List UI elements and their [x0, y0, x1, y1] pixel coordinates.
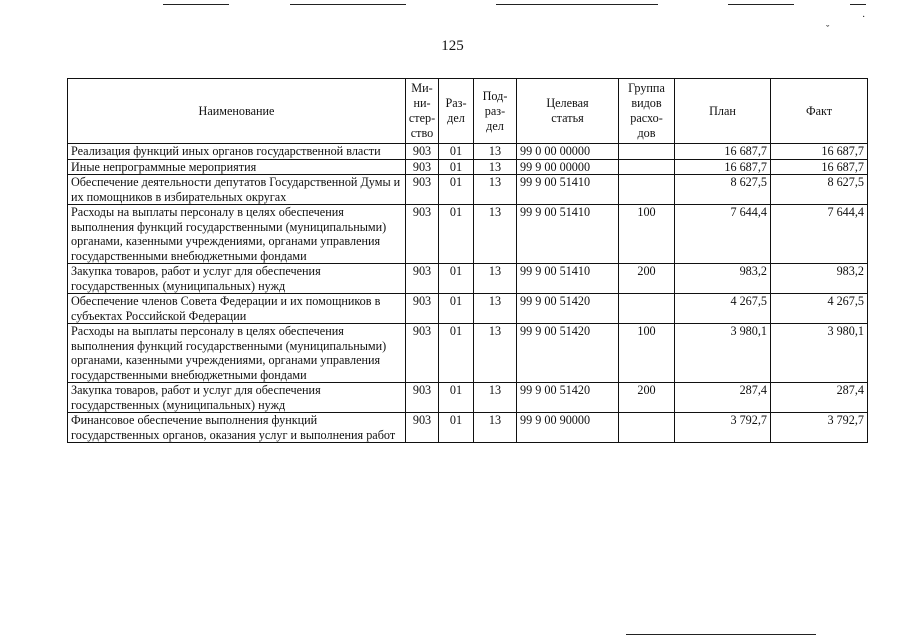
row-ministry: 903: [406, 383, 439, 413]
row-section: 01: [439, 144, 474, 160]
row-subsection: 13: [474, 264, 517, 294]
scan-artifact-line: [496, 4, 658, 5]
row-section: 01: [439, 205, 474, 264]
row-fact: 3 792,7: [771, 413, 868, 443]
budget-table: [67, 78, 868, 443]
row-section: 01: [439, 264, 474, 294]
row-plan: 8 627,5: [675, 175, 771, 205]
row-ministry: 903: [406, 413, 439, 443]
row-name: Иные непрограммные мероприятия: [68, 159, 406, 175]
row-subsection: 13: [474, 383, 517, 413]
scan-artifact-line: [163, 4, 229, 5]
header-name: Наименование: [68, 79, 406, 144]
row-ministry: 903: [406, 175, 439, 205]
row-name: Реализация функций иных органов государственной власти: [68, 144, 406, 160]
header-fact: Факт: [771, 79, 868, 144]
table-header-row: [68, 79, 868, 144]
row-section: 01: [439, 413, 474, 443]
header-target-article: Целевая статья: [517, 79, 619, 144]
row-subsection: 13: [474, 294, 517, 324]
row-article: 99 0 00 00000: [517, 144, 619, 160]
row-article: 99 9 00 00000: [517, 159, 619, 175]
row-article: 99 9 00 51420: [517, 294, 619, 324]
table-row: [68, 294, 868, 324]
row-plan: 3 980,1: [675, 324, 771, 383]
row-section: 01: [439, 324, 474, 383]
row-plan: 287,4: [675, 383, 771, 413]
row-article: 99 9 00 51420: [517, 324, 619, 383]
row-plan: 3 792,7: [675, 413, 771, 443]
row-subsection: 13: [474, 144, 517, 160]
row-name: Закупка товаров, работ и услуг для обеспечения государственных (муниципальных) нужд: [68, 264, 406, 294]
table-row: [68, 413, 868, 443]
row-article: 99 9 00 51410: [517, 264, 619, 294]
row-group: 100: [619, 205, 675, 264]
table-row: [68, 175, 868, 205]
table-row: [68, 264, 868, 294]
row-subsection: 13: [474, 324, 517, 383]
row-plan: 4 267,5: [675, 294, 771, 324]
scan-artifact-line: [850, 4, 866, 5]
row-subsection: 13: [474, 413, 517, 443]
row-plan: 16 687,7: [675, 144, 771, 160]
table-row: [68, 144, 868, 160]
row-ministry: 903: [406, 264, 439, 294]
row-fact: 8 627,5: [771, 175, 868, 205]
row-fact: 287,4: [771, 383, 868, 413]
row-article: 99 9 00 51410: [517, 175, 619, 205]
row-group: 200: [619, 264, 675, 294]
row-plan: 7 644,4: [675, 205, 771, 264]
row-fact: 16 687,7: [771, 159, 868, 175]
row-section: 01: [439, 175, 474, 205]
row-group: 200: [619, 383, 675, 413]
scan-artifact-line: [728, 4, 794, 5]
table-row: [68, 205, 868, 264]
row-plan: 983,2: [675, 264, 771, 294]
row-group: [619, 144, 675, 160]
row-ministry: 903: [406, 324, 439, 383]
scan-artifact-line: [626, 634, 816, 635]
table-row: [68, 383, 868, 413]
row-ministry: 903: [406, 294, 439, 324]
row-section: 01: [439, 383, 474, 413]
row-article: 99 9 00 51420: [517, 383, 619, 413]
row-article: 99 9 00 90000: [517, 413, 619, 443]
row-name: Финансовое обеспечение выполнения функций государственных органов, оказания услуг и выполнения работ: [68, 413, 406, 443]
scan-artifact-dot: ˬ: [826, 16, 830, 27]
row-group: [619, 294, 675, 324]
header-section: Раз- дел: [439, 79, 474, 144]
row-ministry: 903: [406, 159, 439, 175]
row-group: [619, 175, 675, 205]
row-group: [619, 413, 675, 443]
header-plan: План: [675, 79, 771, 144]
row-group: 100: [619, 324, 675, 383]
row-fact: 4 267,5: [771, 294, 868, 324]
row-ministry: 903: [406, 205, 439, 264]
scan-artifact-dot: ·: [862, 12, 866, 23]
row-name: Закупка товаров, работ и услуг для обеспечения государственных (муниципальных) нужд: [68, 383, 406, 413]
row-ministry: 903: [406, 144, 439, 160]
page-number: 125: [441, 38, 464, 54]
header-subsection: Под- раз- дел: [474, 79, 517, 144]
row-section: 01: [439, 294, 474, 324]
row-fact: 3 980,1: [771, 324, 868, 383]
row-subsection: 13: [474, 159, 517, 175]
row-section: 01: [439, 159, 474, 175]
table-row: [68, 159, 868, 175]
row-fact: 16 687,7: [771, 144, 868, 160]
row-fact: 7 644,4: [771, 205, 868, 264]
header-ministry: Ми- ни- стер- ство: [406, 79, 439, 144]
row-fact: 983,2: [771, 264, 868, 294]
scan-artifact-line: [290, 4, 406, 5]
row-name: Обеспечение деятельности депутатов Государственной Думы и их помощников в избирательных округах: [68, 175, 406, 205]
table-row: [68, 324, 868, 383]
row-article: 99 9 00 51410: [517, 205, 619, 264]
row-plan: 16 687,7: [675, 159, 771, 175]
row-name: Расходы на выплаты персоналу в целях обеспечения выполнения функций государственными (муниципальными) органами, казенными учреждениями, органами управления государственными внебюджетными фондами: [68, 205, 406, 264]
header-expense-group: Группа видов расхо- дов: [619, 79, 675, 144]
row-group: [619, 159, 675, 175]
row-name: Обеспечение членов Совета Федерации и их помощников в субъектах Российской Федерации: [68, 294, 406, 324]
row-subsection: 13: [474, 205, 517, 264]
row-subsection: 13: [474, 175, 517, 205]
row-name: Расходы на выплаты персоналу в целях обеспечения выполнения функций государственными (муниципальными) органами, казенными учреждениями, органами управления государственными внебюджетными фондами: [68, 324, 406, 383]
